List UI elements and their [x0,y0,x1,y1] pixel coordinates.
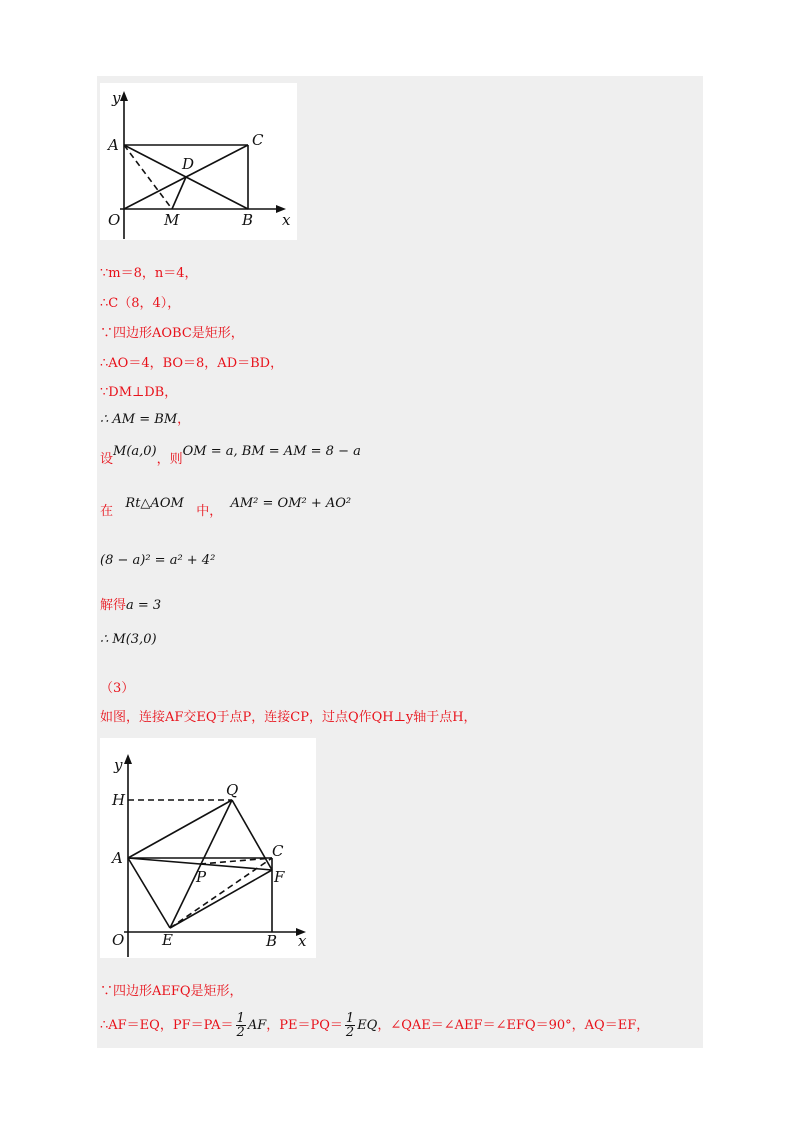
fraction-half-1: $\frac{1}{2}$ [236,1011,245,1040]
fraction-half-2: $\frac{1}{2}$ [345,1011,355,1040]
line-4: ∴AO＝4，BO＝8，AD＝BD， [100,356,284,371]
segment-aq [128,800,232,858]
line-13: 如图，连接AF交EQ于点P，连接CP，过点Q作QH⊥y轴于点H， [100,710,477,725]
math-equation: (8 − a)² = a² + 4² [100,553,216,568]
label-q: Q [226,781,239,799]
figure-rectangle-aefq [100,738,316,958]
math-m-30: ∴ M(3,0) [100,632,157,647]
line-14: ∵四边形AEFQ是矩形， [100,984,243,999]
label-p: P [196,868,207,886]
label-x: x [282,211,291,229]
label-c: C [272,842,284,860]
label-o: O [108,211,121,229]
line-7: 设M(a,0)，则OM = a, BM = AM = 8 − a [100,444,361,467]
line-11 [100,632,157,647]
line-1: ∵m＝8，n＝4， [100,266,198,281]
math-a-eq-3: a = 3 [126,598,162,613]
label-o: O [112,931,125,949]
segment-dm [172,177,186,209]
label-m: M [164,211,180,229]
math-m-a0: M(a,0) [113,444,157,459]
segment-am-dashed [124,145,172,209]
label-d: D [182,155,195,173]
segment-ec-dashed [170,858,272,928]
label-f: F [274,868,285,886]
segment-ea [128,858,170,928]
line-10: 解得a = 3 [100,598,162,613]
line-15: ∴AF＝EQ，PF＝PA＝ $\frac{1}{2}$ AF，PE＝PQ＝ $\frac{1}{2}$ EQ，∠QAE＝∠AEF＝∠EFQ＝90°，AQ＝EF， [100,1011,650,1040]
label-e: E [162,931,173,949]
math-pythagoras: AM² = OM² + AO² [230,496,352,511]
math-rt-aom: Rt△AOM [125,496,184,511]
label-h: H [112,791,126,809]
label-b: B [242,211,254,229]
label-c: C [252,131,264,149]
line-8: 在 Rt△AOM 中， AM² = OM² + AO² [100,496,352,519]
figure-rectangle-aobc [100,83,297,240]
line-12: （3） [100,681,135,696]
line-6: ∴ AM = BM， [100,412,191,427]
line-2: ∴C（8，4）， [100,296,181,311]
label-a: A [112,849,123,867]
label-x: x [298,932,307,950]
line-3: ∵四边形AOBC是矩形， [100,326,244,341]
math-am-eq-bm: ∴ AM = BM [100,412,178,427]
segment-pc-dashed [200,858,272,864]
label-y: y [114,756,123,774]
math-om-bm: OM = a, BM = AM = 8 − a [182,444,361,459]
line-9 [100,553,215,568]
segment-fe [170,870,272,928]
line-5: ∵DM⊥DB， [100,385,178,400]
label-a: A [108,136,119,154]
label-b: B [266,932,278,950]
label-y: y [112,89,121,107]
